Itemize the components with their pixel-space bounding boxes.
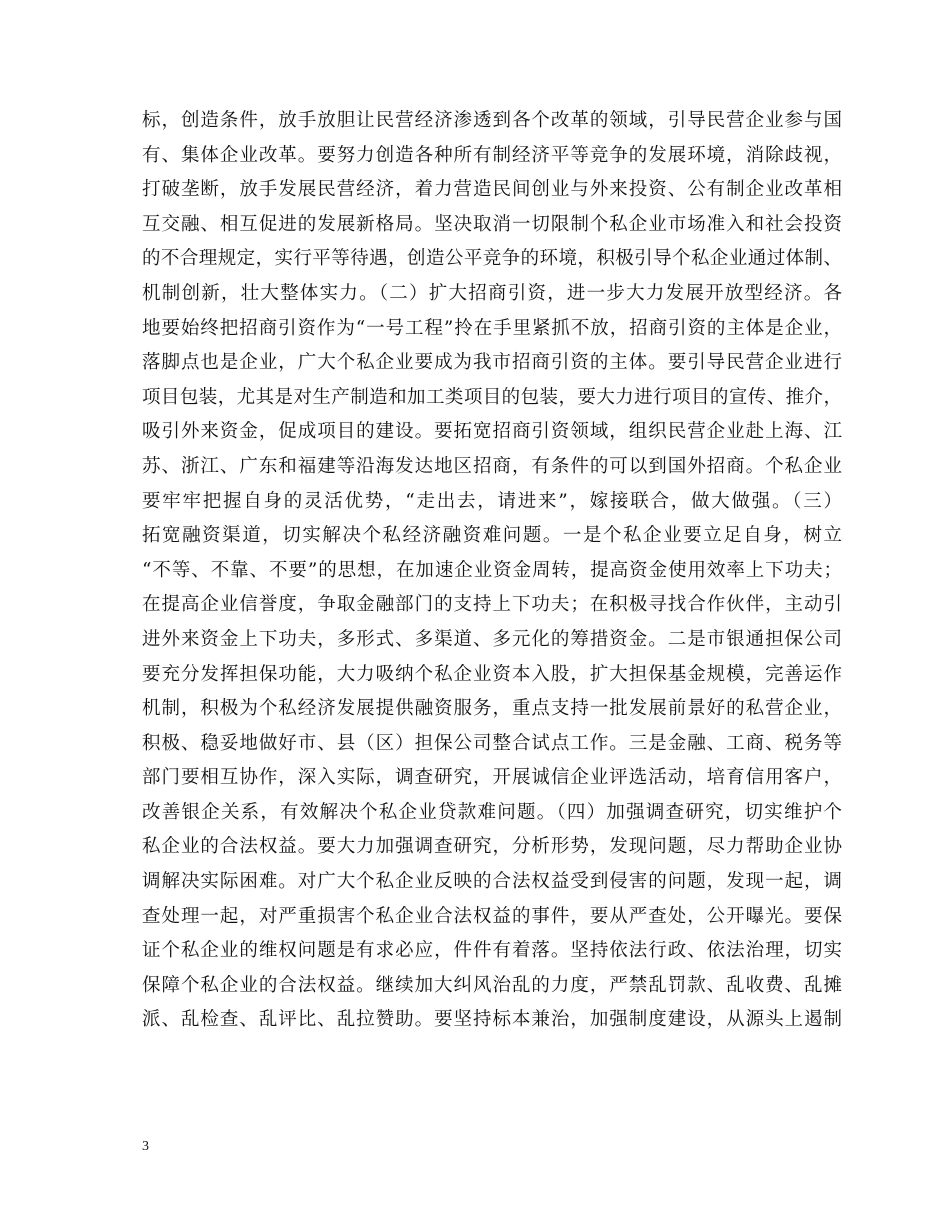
text-line: 查处理一起，对严重损害个私企业合法权益的事件，要从严查处，公开曝光。要保 [142,905,842,927]
page-number: 3 [142,1139,149,1154]
text-line: 落脚点也是企业，广大个私企业要成为我市招商引资的主体。要引导民营企业进行 [142,352,842,374]
text-line: 要充分发挥担保功能，大力吸纳个私企业资本入股，扩大担保基金规模，完善运作 [142,663,842,685]
text-line: 打破垄断，放手发展民营经济，着力营造民间创业与外来投资、公有制企业改革相 [142,179,842,201]
text-line: 部门要相互协作，深入实际，调查研究，开展诚信企业评选活动，培育信用客户， [142,767,842,789]
text-line: 在提高企业信誉度，争取金融部门的支持上下功夫；在积极寻找合作伙伴，主动引 [142,594,842,616]
text-line: 互交融、相互促进的发展新格局。坚决取消一切限制个私企业市场准入和社会投资 [142,213,842,235]
text-line: 有、集体企业改革。要努力创造各种所有制经济平等竞争的发展环境，消除歧视， [142,144,842,166]
text-line: 机制创新，壮大整体实力。（二）扩大招商引资，进一步大力发展开放型经济。各 [142,282,842,304]
text-line: 苏、浙江、广东和福建等沿海发达地区招商，有条件的可以到国外招商。个私企业 [142,455,842,477]
text-line: 标，创造条件，放手放胆让民营经济渗透到各个改革的领域，引导民营企业参与国 [142,110,842,131]
text-line: 机制，积极为个私经济发展提供融资服务，重点支持一批发展前景好的私营企业， [142,698,842,720]
text-line: 进外来资金上下功夫，多形式、多渠道、多元化的筹措资金。二是市银通担保公司 [142,628,842,650]
text-line: 积极、稳妥地做好市、县（区）担保公司整合试点工作。三是金融、工商、税务等 [142,732,842,754]
text-line: 私企业的合法权益。要大力加强调查研究，分析形势，发现问题，尽力帮助企业协 [142,836,842,858]
text-line: 的不合理规定，实行平等待遇，创造公平竞争的环境，积极引导个私企业通过体制、 [142,248,842,270]
text-line: 要牢牢把握自身的灵活优势，“走出去，请进来”，嫁接联合，做大做强。（三） [142,490,842,512]
text-line: 派、乱检查、乱评比、乱拉赞助。要坚持标本兼治，加强制度建设，从源头上遏制 [142,1009,842,1031]
text-line: “不等、不靠、不要”的思想，在加速企业资金周转，提高资金使用效率上下功夫； [142,559,842,581]
text-line: 调解决实际困难。对广大个私企业反映的合法权益受到侵害的问题，发现一起，调 [142,871,842,893]
text-line: 吸引外来资金，促成项目的建设。要拓宽招商引资领域，组织民营企业赴上海、江 [142,421,842,443]
text-line: 项目包装，尤其是对生产制造和加工类项目的包装，要大力进行项目的宣传、推介， [142,386,842,408]
text-line: 拓宽融资渠道，切实解决个私经济融资难问题。一是个私企业要立足自身，树立 [142,525,842,547]
body-paragraph [142,104,842,1038]
text-line: 证个私企业的维权问题是有求必应，件件有着落。坚持依法行政、依法治理，切实 [142,940,842,962]
text-line: 保障个私企业的合法权益。继续加大纠风治乱的力度，严禁乱罚款、乱收费、乱摊 [142,974,842,996]
text-line: 地要始终把招商引资作为“一号工程”拎在手里紧抓不放，招商引资的主体是企业， [142,317,842,339]
text-line: 改善银企关系，有效解决个私企业贷款难问题。（四）加强调查研究，切实维护个 [142,801,842,823]
